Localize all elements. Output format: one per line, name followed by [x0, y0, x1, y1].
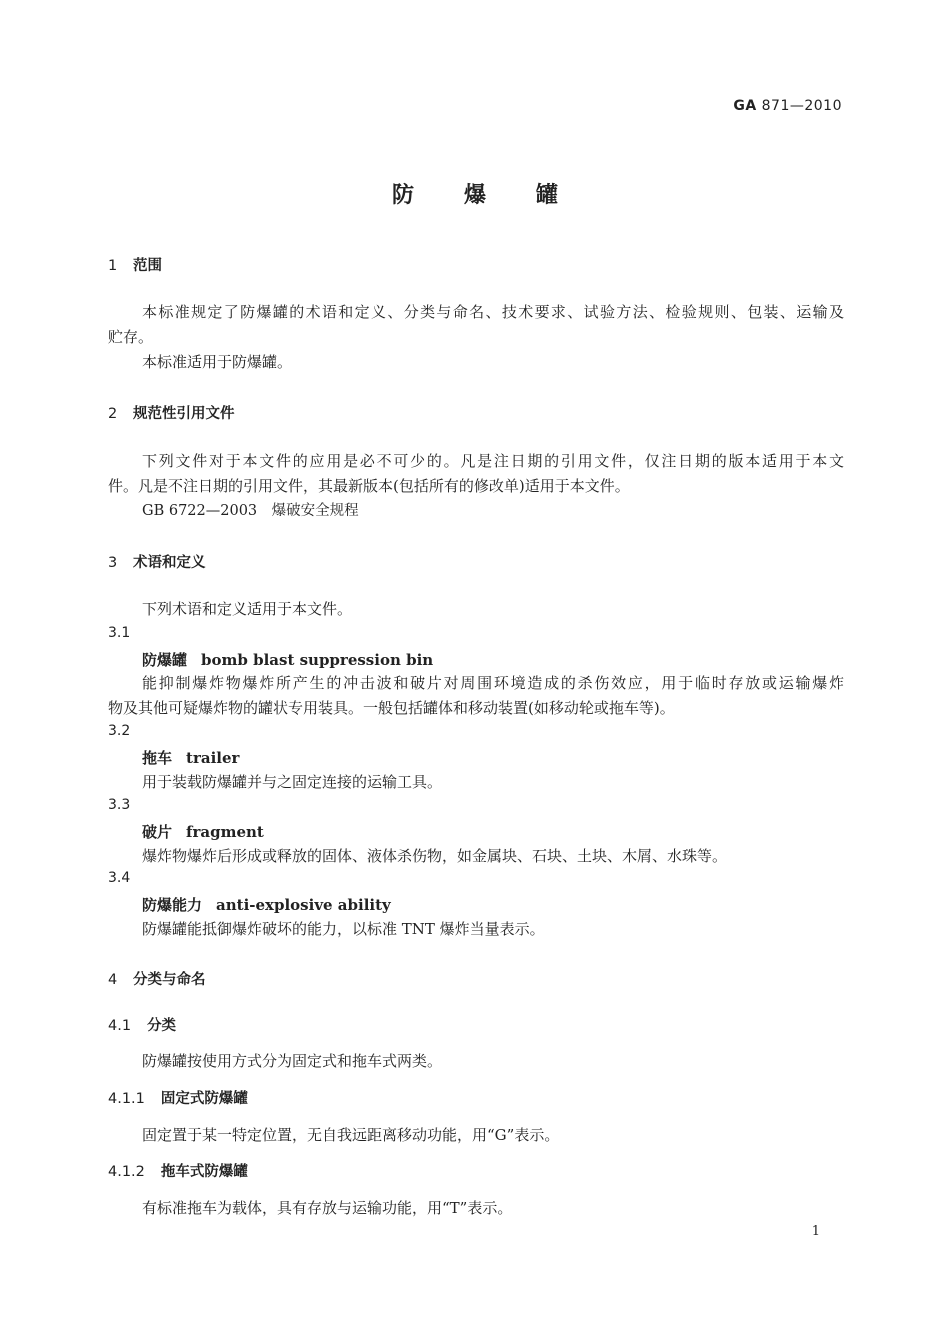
term-number: 3.4 [108, 870, 131, 886]
term-definition: 爆炸物爆炸后形成或释放的固体、液体杀伤物，如金属块、石块、土块、木屑、水珠等。 [142, 847, 728, 865]
paragraph-line: 物及其他可疑爆炸物的罐状专用装具。一般包括罐体和移动装置(如移动轮或拖车等)。 [108, 698, 675, 717]
term-heading [142, 747, 239, 768]
term-number: 3.3 [108, 797, 131, 813]
subsection-title: 分类 [147, 1018, 177, 1034]
paragraph-line: 件。凡是不注日期的引用文件，其最新版本(包括所有的修改单)适用于本文件。 [108, 476, 630, 495]
page-number: 1 [811, 1224, 820, 1239]
term-zh: 破片 [142, 823, 173, 841]
term-heading [142, 649, 433, 670]
term-heading [142, 821, 264, 842]
section-title: 分类与命名 [133, 972, 206, 988]
term-zh: 防爆能力 [142, 896, 203, 914]
term-en: bomb blast suppression bin [201, 651, 434, 669]
section-1-paragraph-1 [108, 300, 844, 349]
section-3-intro: 下列术语和定义适用于本文件。 [142, 600, 353, 618]
section-2-heading [108, 402, 235, 423]
term-en: fragment [186, 823, 264, 841]
section-3-heading [108, 551, 206, 572]
term-number: 3.2 [108, 723, 131, 739]
section-title: 范围 [133, 258, 162, 274]
subsection-4-1-2-heading [108, 1160, 248, 1181]
subsection-4-1-1-text: 固定置于某一特定位置，无自我远距离移动功能，用“G”表示。 [142, 1126, 560, 1144]
term-definition: 用于装载防爆罐并与之固定连接的运输工具。 [142, 773, 443, 791]
standard-number: 871—2010 [761, 98, 842, 114]
standard-prefix: GA [733, 98, 757, 114]
section-2-paragraph-1 [108, 449, 844, 498]
section-4-heading [108, 968, 206, 989]
subsection-number: 4.1.2 [108, 1164, 145, 1180]
paragraph-line: 贮存。 [108, 327, 154, 346]
section-number: 3 [108, 555, 118, 571]
subsection-title: 拖车式防爆罐 [160, 1164, 248, 1180]
section-1-paragraph-2: 本标准适用于防爆罐。 [142, 353, 293, 371]
paragraph-line: 下列文件对于本文件的应用是必不可少的。凡是注日期的引用文件，仅注日期的版本适用于本文 [142, 452, 844, 470]
section-1-heading [108, 254, 162, 275]
subsection-number: 4.1.1 [108, 1091, 145, 1107]
term-definition [108, 671, 844, 720]
term-heading [142, 894, 391, 915]
subsection-4-1-text: 防爆罐按使用方式分为固定式和拖车式两类。 [142, 1052, 443, 1070]
section-title: 术语和定义 [133, 555, 206, 571]
normative-reference: GB 6722—2003 爆破安全规程 [142, 503, 359, 519]
section-number: 4 [108, 972, 118, 988]
document-title: 防爆罐 [391, 183, 608, 208]
subsection-number: 4.1 [108, 1018, 132, 1034]
paragraph-line: 能抑制爆炸物爆炸所产生的冲击波和破片对周围环境造成的杀伤效应，用于临时存放或运输爆炸 [142, 674, 844, 692]
subsection-4-1-heading [108, 1014, 176, 1035]
term-zh: 拖车 [142, 749, 173, 767]
standard-code [733, 98, 842, 114]
section-title: 规范性引用文件 [133, 406, 235, 422]
term-zh: 防爆罐 [142, 651, 188, 669]
subsection-title: 固定式防爆罐 [160, 1091, 248, 1107]
subsection-4-1-1-heading [108, 1087, 248, 1108]
section-number: 2 [108, 406, 118, 422]
term-en: trailer [186, 749, 240, 767]
subsection-4-1-2-text: 有标准拖车为载体，具有存放与运输功能，用“T”表示。 [142, 1199, 513, 1217]
term-definition: 防爆罐能抵御爆炸破坏的能力，以标准 TNT 爆炸当量表示。 [142, 920, 545, 938]
term-en: anti-explosive ability [216, 896, 391, 914]
section-number: 1 [108, 258, 118, 274]
term-number: 3.1 [108, 625, 131, 641]
paragraph-line: 本标准规定了防爆罐的术语和定义、分类与命名、技术要求、试验方法、检验规则、包装、运输及 [142, 303, 844, 321]
